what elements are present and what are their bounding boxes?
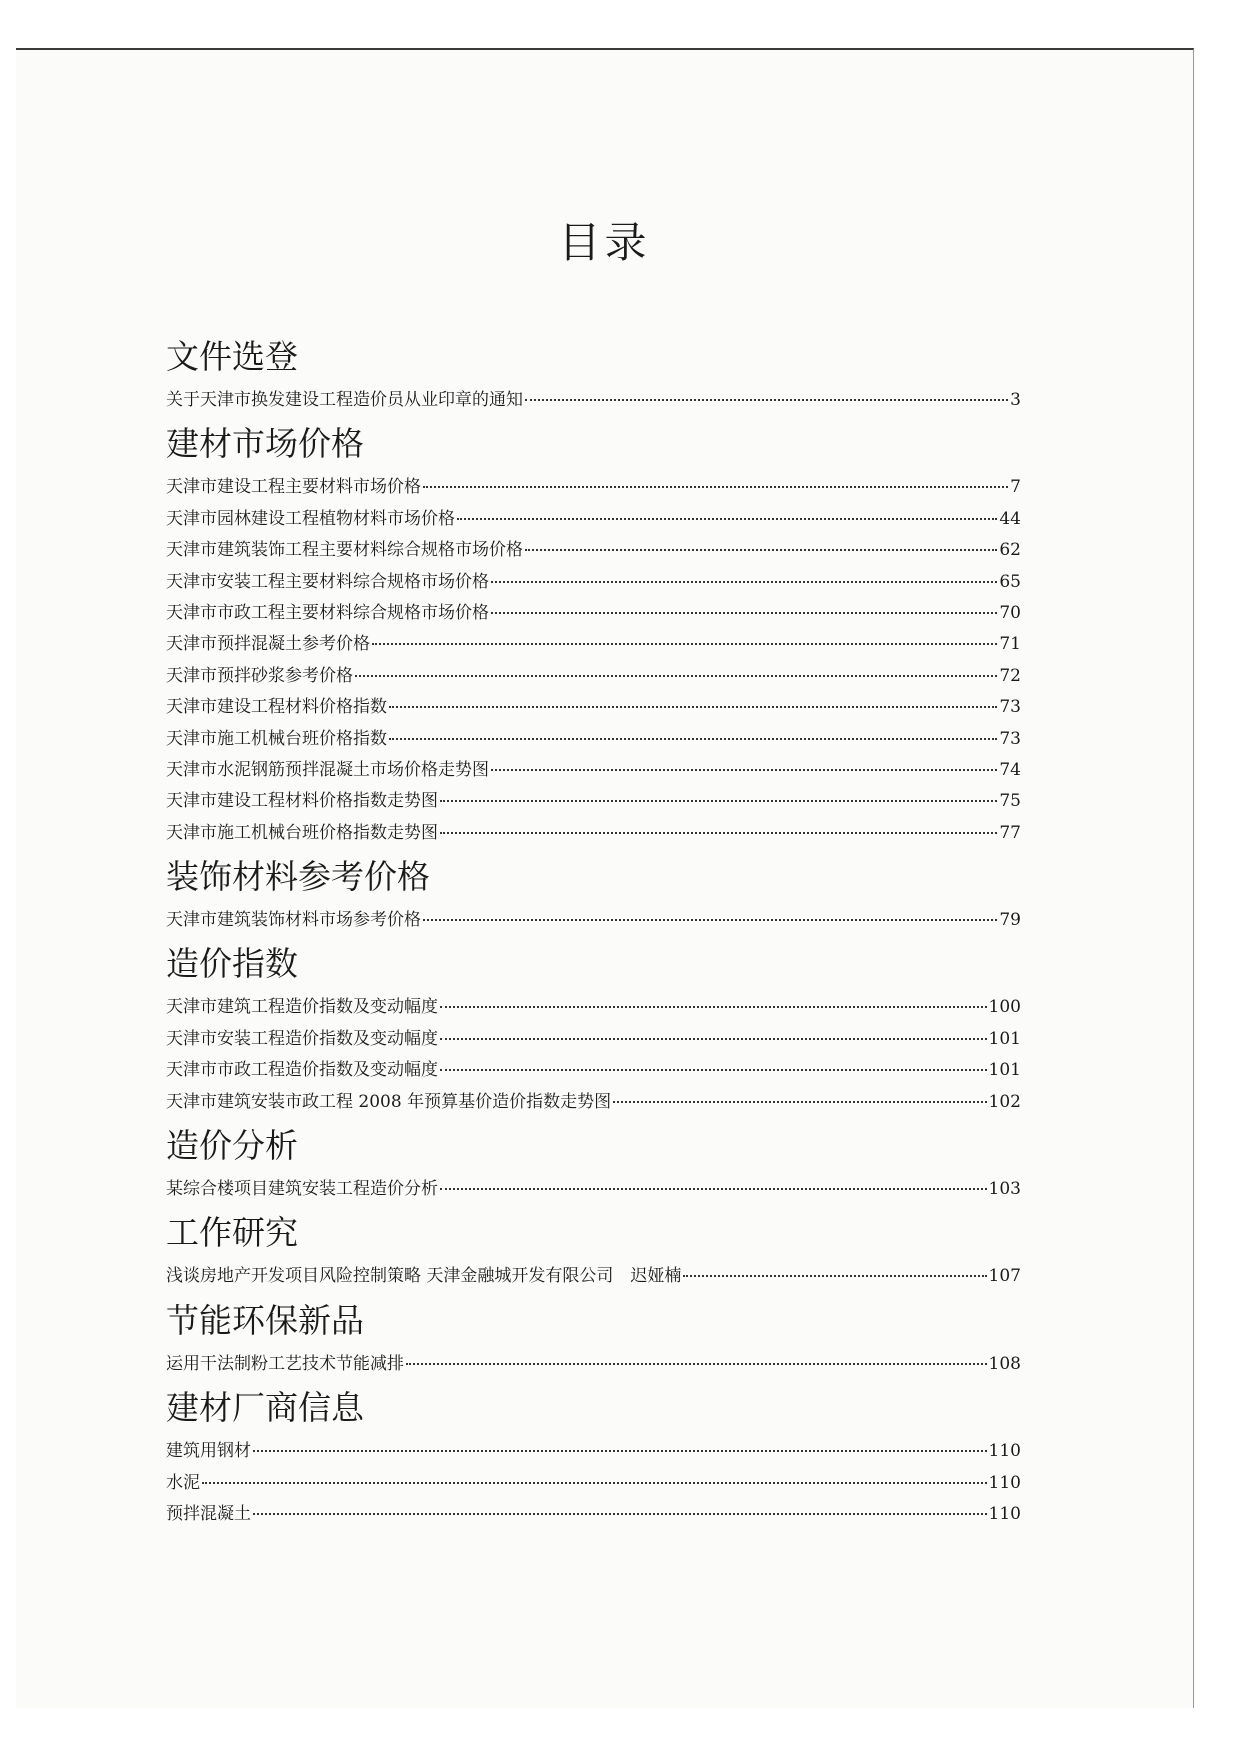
toc-entry-label: 天津市建设工程材料价格指数走势图: [166, 791, 438, 812]
toc-entry-page-number: 79: [999, 910, 1021, 931]
toc-entry-page-number: 101: [988, 1028, 1021, 1049]
dot-leader: [491, 612, 997, 614]
toc-entry[interactable]: [166, 598, 1021, 629]
dot-leader: [423, 486, 1008, 488]
toc-entry[interactable]: [166, 692, 1021, 723]
toc-entry-page-number: 70: [999, 602, 1021, 623]
toc-entry-label: 水泥: [166, 1472, 200, 1493]
toc-entry[interactable]: [166, 1055, 1021, 1086]
toc-entry-label: 天津市水泥钢筋预拌混凝土市场价格走势图: [166, 759, 489, 780]
toc-entry[interactable]: [166, 1468, 1021, 1499]
toc-entry[interactable]: [166, 472, 1021, 503]
toc-entry-label: 预拌混凝土: [166, 1503, 251, 1524]
toc-entry-label: 天津市安装工程造价指数及变动幅度: [166, 1028, 438, 1049]
toc-entry-page-number: 110: [988, 1441, 1021, 1462]
toc-entry[interactable]: [166, 535, 1021, 566]
toc-entry[interactable]: [166, 567, 1021, 598]
dot-leader: [525, 399, 1008, 401]
toc-entry-label: 浅谈房地产开发项目风险控制策略 天津金融城开发有限公司 迟娅楠: [166, 1266, 682, 1287]
toc-entry[interactable]: [166, 905, 1021, 936]
section-heading: 造价指数: [166, 944, 298, 984]
toc-entry-page-number: 44: [999, 508, 1021, 529]
dot-leader: [389, 706, 997, 708]
toc-entry[interactable]: [166, 1087, 1021, 1118]
dot-leader: [457, 518, 997, 520]
toc-entry-page-number: 72: [999, 665, 1021, 686]
dot-leader: [355, 675, 997, 677]
dot-leader: [491, 581, 997, 583]
toc-section: [166, 1211, 1021, 1298]
toc-entry-label: 建筑用钢材: [166, 1441, 251, 1462]
toc-entry-page-number: 73: [999, 697, 1021, 718]
toc-entry-page-number: 101: [988, 1060, 1021, 1081]
toc-entry-label: 天津市建筑安装市政工程 2008 年预算基价造价指数走势图: [166, 1091, 612, 1112]
toc-entry-page-number: 77: [999, 822, 1021, 843]
toc-entry-page-number: 110: [988, 1503, 1021, 1524]
section-heading: 节能环保新品: [166, 1300, 364, 1340]
dot-leader: [440, 1038, 987, 1040]
toc-entry-page-number: 62: [999, 540, 1021, 561]
toc-entry-label: 天津市建筑装饰工程主要材料综合规格市场价格: [166, 540, 523, 561]
section-heading: 文件选登: [166, 337, 298, 376]
toc-entry[interactable]: [166, 724, 1021, 755]
toc-entry-page-number: 102: [988, 1091, 1021, 1112]
table-of-contents: [166, 335, 1021, 1536]
section-heading: 造价分析: [166, 1126, 298, 1166]
dot-leader: [202, 1482, 987, 1484]
toc-entry-page-number: 74: [999, 759, 1021, 780]
dot-leader: [440, 832, 997, 834]
dot-leader: [389, 738, 997, 740]
section-heading: 装饰材料参考价格: [166, 857, 430, 897]
toc-entry[interactable]: [166, 1024, 1021, 1055]
toc-section: [166, 335, 1021, 422]
toc-entry[interactable]: [166, 1499, 1021, 1530]
toc-entry-label: 天津市预拌混凝土参考价格: [166, 634, 370, 655]
toc-entry[interactable]: [166, 385, 1021, 416]
dot-leader: [372, 643, 997, 645]
dot-leader: [525, 549, 997, 551]
toc-entry-label: 天津市施工机械台班价格指数走势图: [166, 822, 438, 843]
toc-entry-page-number: 7: [1010, 477, 1021, 498]
toc-entry-label: 天津市预拌砂浆参考价格: [166, 665, 353, 686]
toc-entry-label: 天津市安装工程主要材料综合规格市场价格: [166, 571, 489, 592]
toc-section: [166, 1124, 1021, 1211]
dot-leader: [683, 1275, 986, 1277]
document-page: [16, 48, 1194, 1708]
dot-leader: [253, 1513, 987, 1515]
section-gap: [166, 1530, 1021, 1536]
toc-entry-label: 天津市市政工程造价指数及变动幅度: [166, 1060, 438, 1081]
toc-entry[interactable]: [166, 1174, 1021, 1205]
dot-leader: [423, 919, 997, 921]
dot-leader: [406, 1363, 987, 1365]
toc-entry-page-number: 75: [999, 791, 1021, 812]
section-heading: 建材市场价格: [166, 424, 364, 464]
dot-leader: [440, 1006, 987, 1008]
toc-entry-label: 天津市市政工程主要材料综合规格市场价格: [166, 602, 489, 623]
toc-entry-label: 关于天津市换发建设工程造价员从业印章的通知: [166, 390, 523, 410]
toc-entry[interactable]: [166, 818, 1021, 849]
toc-entry-label: 天津市建筑工程造价指数及变动幅度: [166, 997, 438, 1018]
toc-entry-page-number: 73: [999, 728, 1021, 749]
toc-entry[interactable]: [166, 786, 1021, 817]
toc-section: [166, 1386, 1021, 1536]
toc-entry-label: 天津市园林建设工程植物材料市场价格: [166, 508, 455, 529]
dot-leader: [613, 1101, 986, 1103]
toc-entry-label: 天津市施工机械台班价格指数: [166, 728, 387, 749]
toc-section: [166, 1299, 1021, 1386]
toc-entry-label: 某综合楼项目建筑安装工程造价分析: [166, 1179, 438, 1200]
toc-entry-label: 运用干法制粉工艺技术节能减排: [166, 1353, 404, 1374]
toc-entry-page-number: 100: [988, 997, 1021, 1018]
toc-section: [166, 855, 1021, 942]
toc-entry[interactable]: [166, 504, 1021, 535]
toc-entry-label: 天津市建设工程主要材料市场价格: [166, 477, 421, 498]
toc-section: [166, 422, 1021, 855]
toc-entry[interactable]: [166, 629, 1021, 660]
dot-leader: [440, 1069, 987, 1071]
toc-entry-page-number: 65: [999, 571, 1021, 592]
toc-entry-page-number: 71: [999, 634, 1021, 655]
toc-entry-page-number: 103: [988, 1179, 1021, 1200]
toc-title: 目录: [558, 218, 651, 267]
toc-entry[interactable]: [166, 992, 1021, 1023]
toc-entry[interactable]: [166, 755, 1021, 786]
toc-entry-page-number: 108: [988, 1353, 1021, 1374]
toc-entry-page-number: 107: [988, 1266, 1021, 1287]
toc-entry-label: 天津市建设工程材料价格指数: [166, 697, 387, 718]
toc-entry[interactable]: [166, 1349, 1021, 1380]
toc-entry-page-number: 110: [988, 1472, 1021, 1493]
toc-section: [166, 942, 1021, 1124]
toc-entry-label: 天津市建筑装饰材料市场参考价格: [166, 910, 421, 931]
toc-entry[interactable]: [166, 661, 1021, 692]
dot-leader: [440, 1188, 987, 1190]
toc-entry[interactable]: [166, 1436, 1021, 1467]
toc-entry[interactable]: [166, 1261, 1021, 1292]
section-heading: 工作研究: [166, 1213, 298, 1253]
toc-entry-page-number: 3: [1010, 390, 1021, 410]
dot-leader: [440, 800, 997, 802]
dot-leader: [491, 769, 997, 771]
section-heading: 建材厂商信息: [166, 1388, 364, 1428]
dot-leader: [253, 1450, 987, 1452]
